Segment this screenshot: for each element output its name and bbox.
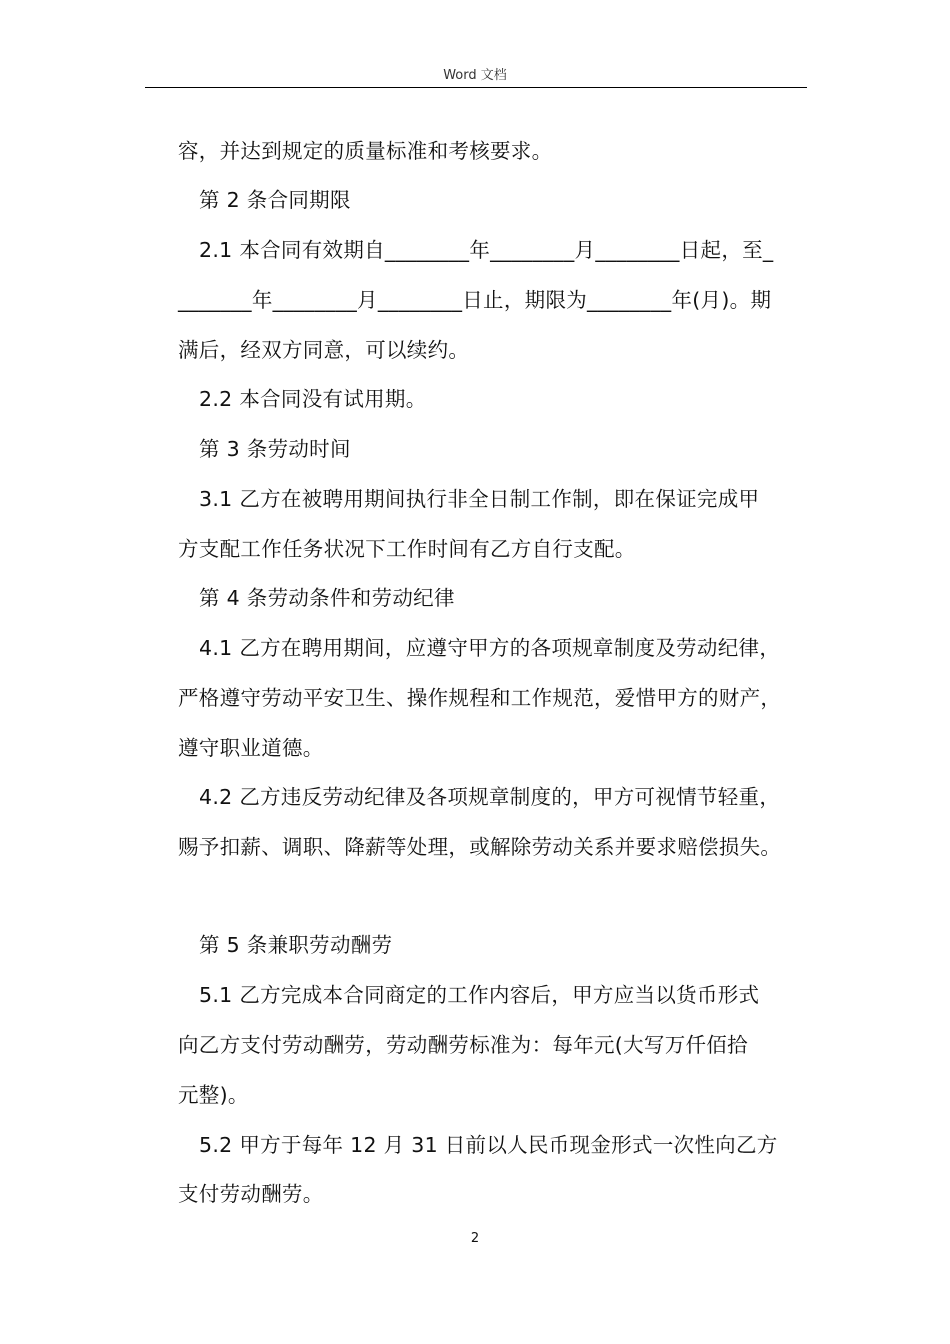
section-heading: 第 3 条劳动时间 bbox=[199, 437, 351, 461]
text-line: 2.1 本合同有效期自________年________月________日起，至_ bbox=[199, 238, 774, 262]
text-line: 元整)。 bbox=[178, 1083, 249, 1107]
text-line: 5.2 甲方于每年 12 月 31 日前以人民币现金形式一次性向乙方 bbox=[199, 1133, 778, 1157]
page-number: 2 bbox=[470, 1231, 480, 1246]
text-line: 赐予扣薪、调职、降薪等处理，或解除劳动关系并要求赔偿损失。 bbox=[178, 835, 782, 859]
section-heading: 第 2 条合同期限 bbox=[199, 188, 351, 212]
text-line: 满后，经双方同意，可以续约。 bbox=[178, 338, 470, 362]
text-line: 4.1 乙方在聘用期间，应遵守甲方的各项规章制度及劳动纪律， bbox=[199, 636, 781, 660]
page-header-title: Word 文档 bbox=[443, 68, 507, 83]
text-line: 4.2 乙方违反劳动纪律及各项规章制度的，甲方可视情节轻重， bbox=[199, 785, 781, 809]
section-heading: 第 4 条劳动条件和劳动纪律 bbox=[199, 586, 455, 610]
section-heading: 第 5 条兼职劳动酬劳 bbox=[199, 933, 393, 957]
text-line: 支付劳动酬劳。 bbox=[178, 1182, 324, 1206]
text-line: 方支配工作任务状况下工作时间有乙方自行支配。 bbox=[178, 537, 636, 561]
text-line: 向乙方支付劳动酬劳，劳动酬劳标准为：每年元(大写万仟佰拾 bbox=[178, 1033, 748, 1057]
text-line: 5.1 乙方完成本合同商定的工作内容后，甲方应当以货币形式 bbox=[199, 983, 760, 1007]
text-line: 遵守职业道德。 bbox=[178, 736, 324, 760]
text-line: 3.1 乙方在被聘用期间执行非全日制工作制，即在保证完成甲 bbox=[199, 487, 760, 511]
text-line: 严格遵守劳动平安卫生、操作规程和工作规范，爱惜甲方的财产， bbox=[178, 686, 782, 710]
header-divider bbox=[145, 87, 807, 88]
text-line: 2.2 本合同没有试用期。 bbox=[199, 387, 427, 411]
text-line: 容，并达到规定的质量标准和考核要求。 bbox=[178, 139, 553, 163]
text-line: _______年________月________日止，期限为________年(月)。期 bbox=[178, 288, 772, 312]
